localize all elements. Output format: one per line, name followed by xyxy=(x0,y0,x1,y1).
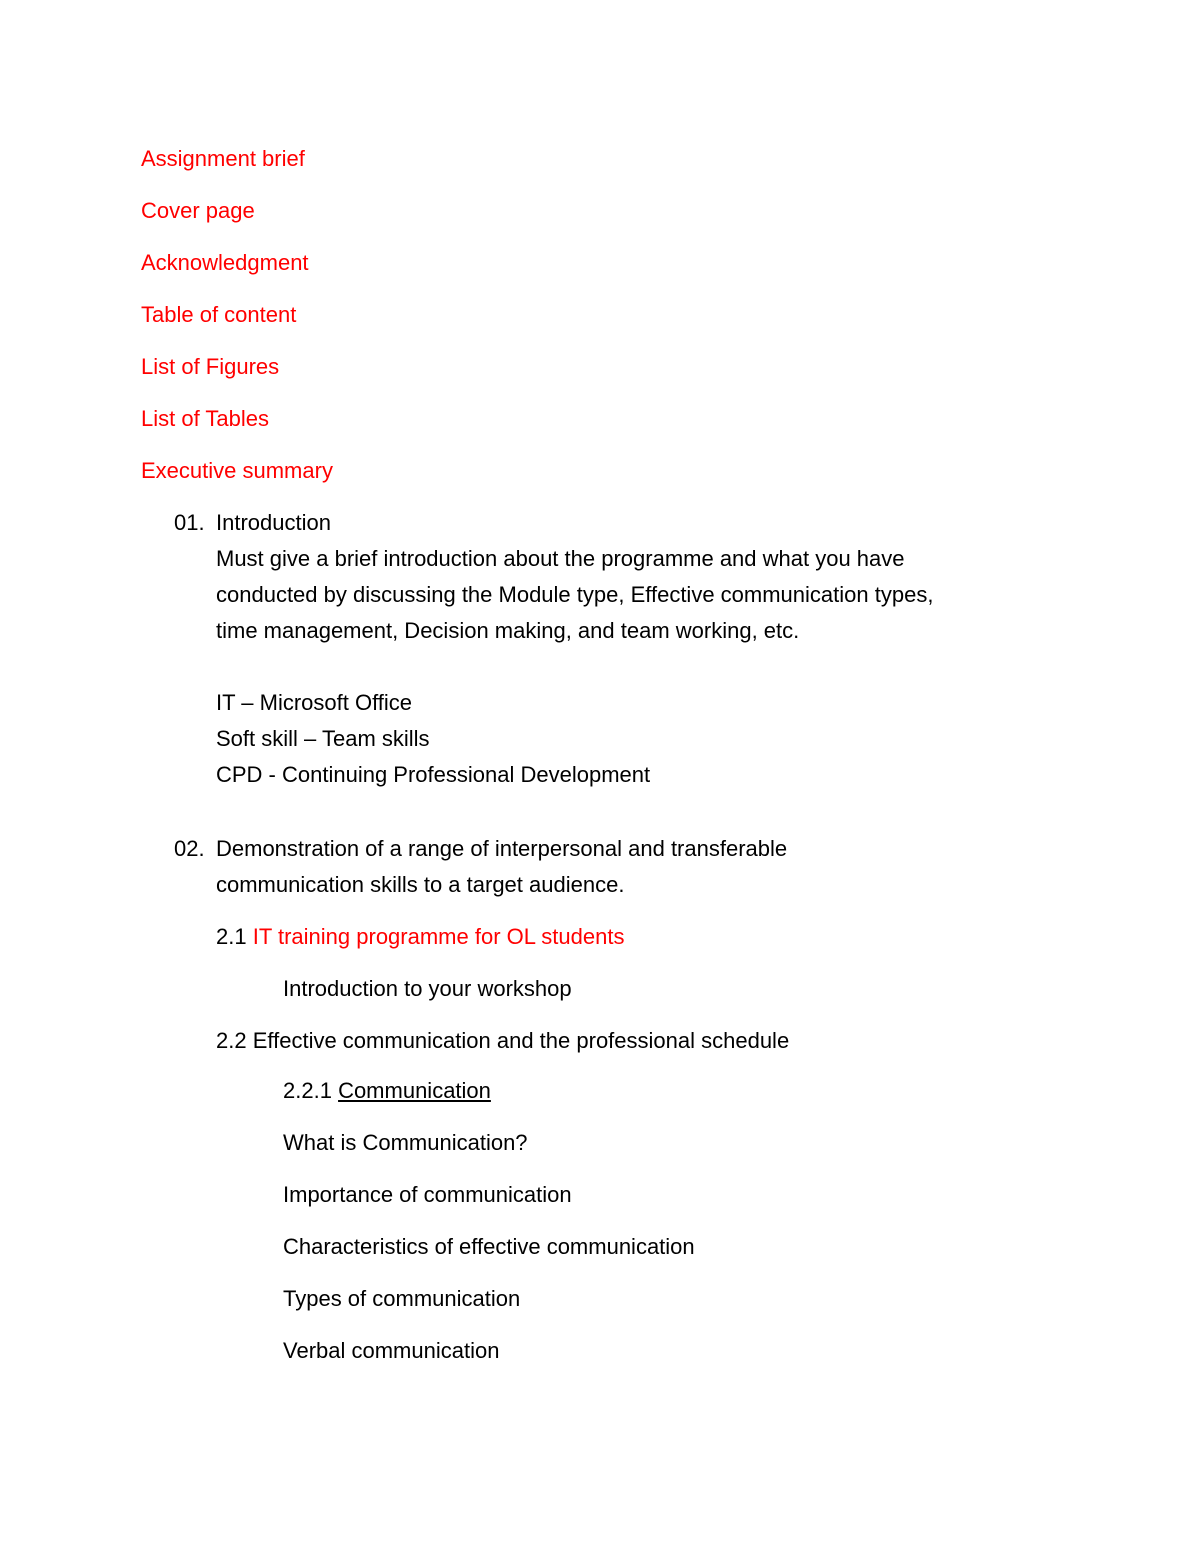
subsection-2-2-title: Effective communication and the professional schedule xyxy=(252,1028,790,1053)
section1-title: Introduction xyxy=(216,510,331,535)
communication-item-characteristics: Characteristics of effective communication xyxy=(283,1234,695,1259)
front-matter-list-of-figures: List of Figures xyxy=(141,354,280,379)
front-matter-table-of-content: Table of content xyxy=(141,302,297,327)
communication-item-importance: Importance of communication xyxy=(283,1182,572,1207)
section1-description-line: conducted by discussing the Module type, Effective communication types, xyxy=(216,582,934,607)
communication-item-what-is: What is Communication? xyxy=(283,1130,528,1155)
section1-term-it: IT – Microsoft Office xyxy=(216,690,413,715)
section2-number: 02. xyxy=(174,836,205,861)
front-matter-list-of-tables: List of Tables xyxy=(141,406,270,431)
front-matter-assignment-brief: Assignment brief xyxy=(141,146,305,171)
subsection-2-1-item: Introduction to your workshop xyxy=(283,976,572,1001)
front-matter-acknowledgment: Acknowledgment xyxy=(141,250,309,275)
subsection-2-1-heading xyxy=(216,926,624,948)
front-matter-cover-page: Cover page xyxy=(141,198,255,223)
subsection-2-2-number: 2.2 xyxy=(216,1028,247,1053)
section1-term-soft-skill: Soft skill – Team skills xyxy=(216,726,430,751)
subsection-2-1-title: IT training programme for OL students xyxy=(252,924,625,949)
subsection-2-2-heading xyxy=(216,1030,789,1052)
subsection-2-2-1-heading xyxy=(283,1080,491,1102)
section1-description-line: time management, Decision making, and team working, etc. xyxy=(216,618,800,643)
front-matter-executive-summary: Executive summary xyxy=(141,458,333,483)
section2-title-line: Demonstration of a range of interpersonal and transferable xyxy=(216,836,788,861)
section1-number: 01. xyxy=(174,510,205,535)
section1-term-cpd: CPD - Continuing Professional Development xyxy=(216,762,651,787)
communication-item-verbal: Verbal communication xyxy=(283,1338,500,1363)
section1-description-line: Must give a brief introduction about the programme and what you have xyxy=(216,546,905,571)
subsection-2-1-number: 2.1 xyxy=(216,924,247,949)
subsection-2-2-1-title: Communication xyxy=(338,1078,491,1103)
communication-item-types: Types of communication xyxy=(283,1286,521,1311)
section2-title-line: communication skills to a target audience. xyxy=(216,872,625,897)
subsection-2-2-1-number: 2.2.1 xyxy=(283,1078,332,1103)
